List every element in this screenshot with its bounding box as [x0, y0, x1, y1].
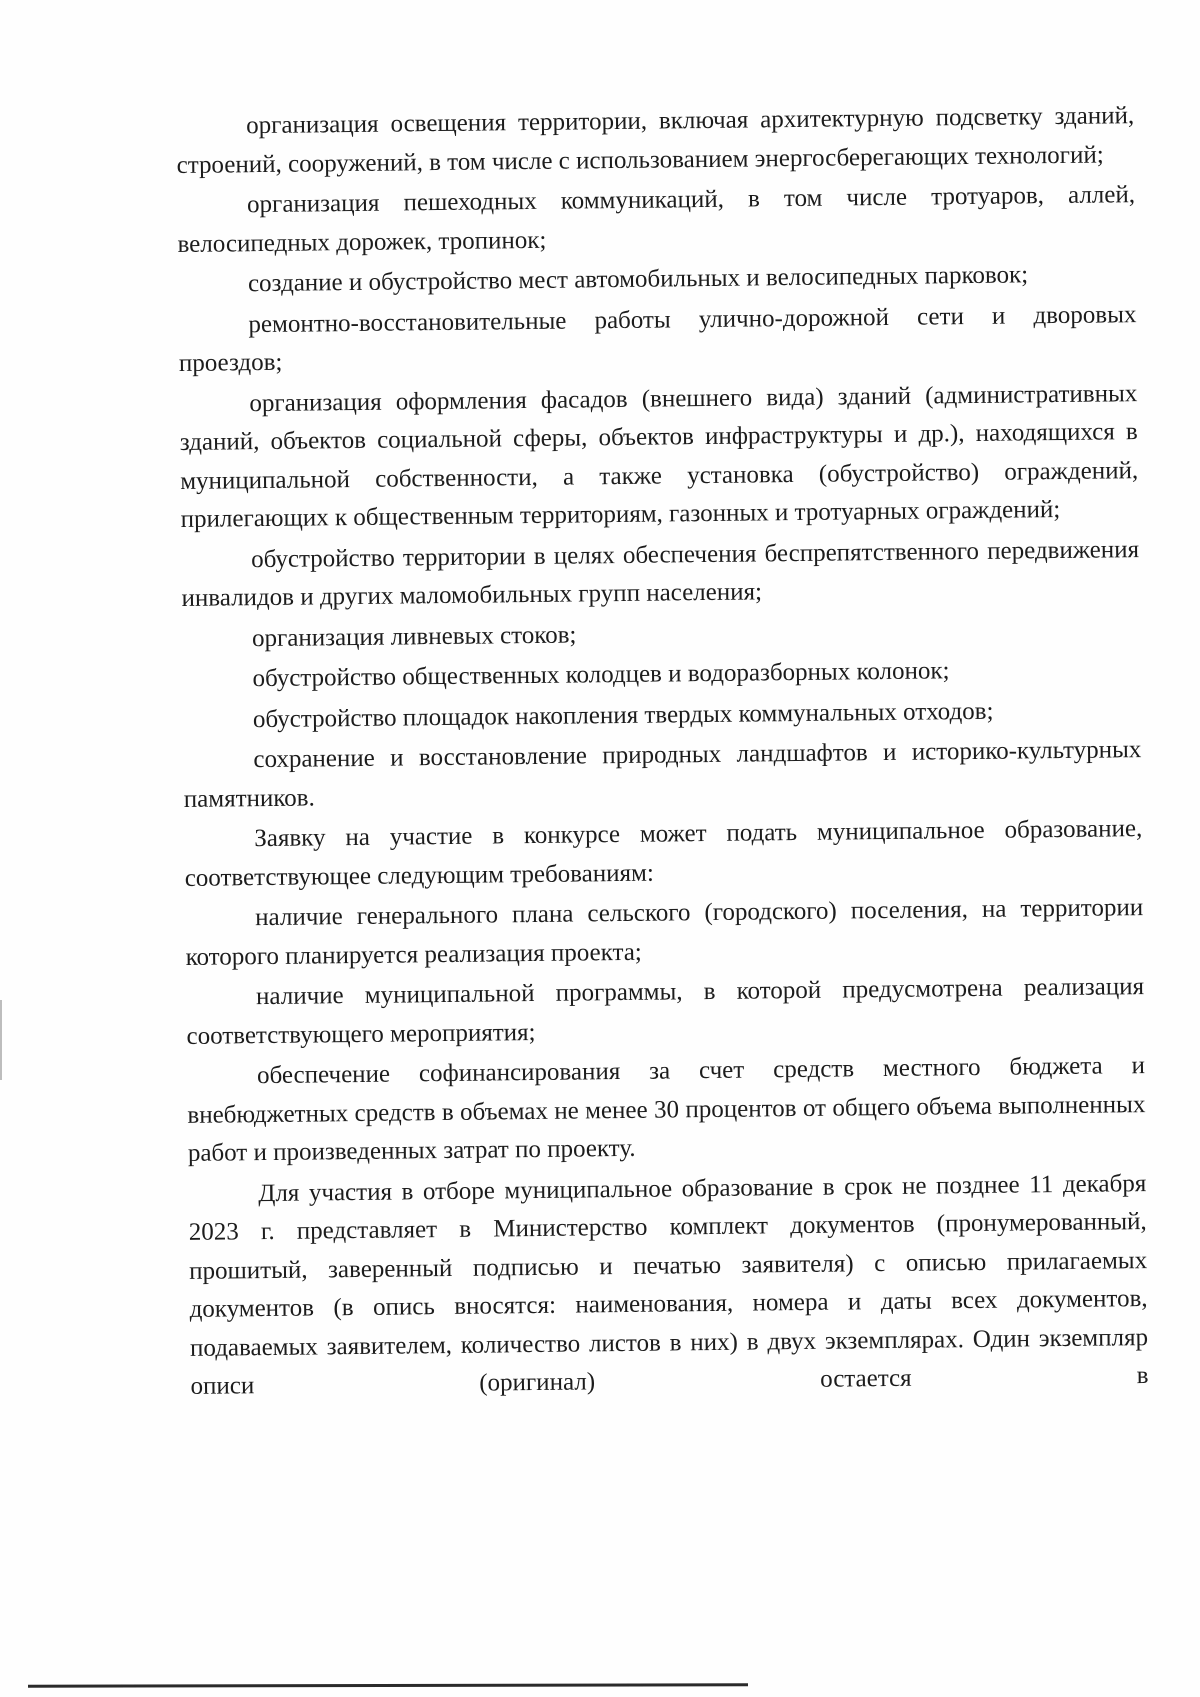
paragraph-accessibility: обустройство территории в целях обеспечения беспрепятственного передвижения инвалидов и других маломобильных групп населения;	[181, 535, 1140, 612]
paragraph-parking: создание и обустройство мест автомобильных и велосипедных парковок;	[247, 261, 1029, 298]
paragraph-municipal-program: наличие муниципальной программы, в которой предусмотрена реализация соответствующего мероприятия;	[186, 973, 1145, 1050]
scan-edge-mark	[0, 1000, 2, 1080]
paragraph-storm-drains: организация ливневых стоков;	[251, 620, 577, 652]
paragraph-lighting: организация освещения территории, включая архитектурную подсветку зданий, строений, сооружений, в том числе с использованием энергосберегающих технологий;	[176, 102, 1135, 179]
paragraph-facades: организация оформления фасадов (внешнего вида) зданий (административных зданий, объектов социальной сферы, объектов инфраструктуры и др.), находящихся в муниципальной собственности, а также установка (обустройство) ограждений, прилегающих к общественным территориям, газонных и тротуарных ограждений;	[179, 379, 1139, 533]
paragraph-road-repair: ремонтно-восстановительные работы улично-дорожной сети и дворовых проездов;	[178, 300, 1137, 377]
paragraph-pedestrian: организация пешеходных коммуникаций, в том числе тротуаров, аллей, велосипедных дорожек, тропинок;	[177, 181, 1136, 258]
paragraph-application-eligibility: Заявку на участие в конкурсе может подать муниципальное образование, соответствующее следующим требованиям:	[184, 815, 1143, 892]
paragraph-cofinancing: обеспечение софинансирования за счет средств местного бюджета и внебюджетных средств в объемах не менее 30 процентов от общего объема выполненных работ и произведенных затрат по проекту.	[187, 1052, 1146, 1167]
document-body	[176, 97, 1149, 1408]
paragraph-landscapes: сохранение и восстановление природных ландшафтов и историко-культурных памятников.	[183, 736, 1142, 813]
bottom-scan-line	[28, 1683, 748, 1688]
paragraph-submission: Для участия в отборе муниципальное образование в срок не позднее 11 декабря 2023 г. представляет в Министерство комплект документов (пронумерованный, прошитый, заверенный подписью и печатью заявителя) с описью прилагаемых документов (в опись вносятся: наименования, номера и даты всех документов, подаваемых заявителем, количество листов в них) в двух экземплярах. Один экземпляр описи (оригинал) остается в	[188, 1169, 1149, 1400]
paragraph-general-plan: наличие генерального плана сельского (городского) поселения, на территории которого планируется реализация проекта;	[185, 894, 1144, 971]
paragraph-wells: обустройство общественных колодцев и водоразборных колонок;	[252, 657, 950, 693]
paragraph-waste-sites: обустройство площадок накопления твердых коммунальных отходов;	[252, 697, 994, 733]
